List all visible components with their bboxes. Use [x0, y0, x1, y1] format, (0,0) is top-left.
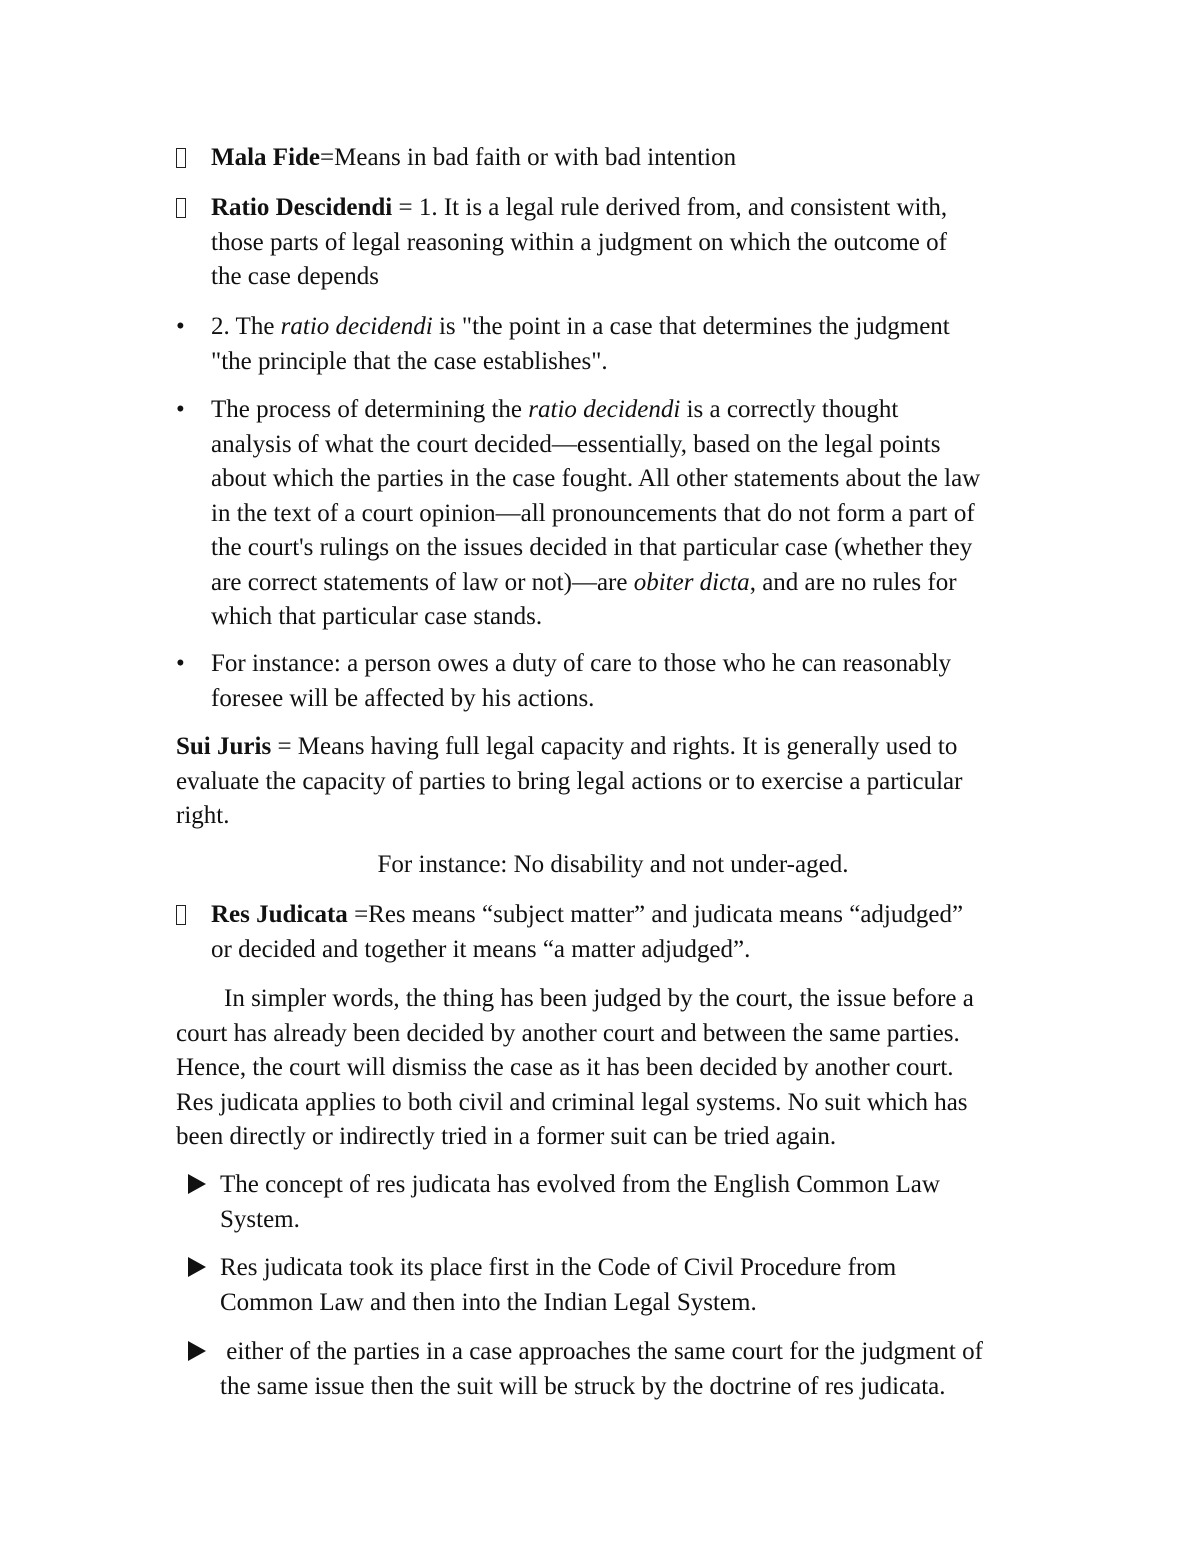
- text-line: either of the parties in a case approaches the same court for the judgment of: [220, 1338, 983, 1365]
- text-line: evaluate the capacity of parties to bring legal actions or to exercise a particular: [176, 767, 963, 795]
- text-line: the court's rulings on the issues decided in that particular case (whether they: [211, 534, 973, 561]
- term-ratio: Ratio Descidendi: [211, 194, 393, 221]
- dot-bullet-icon: •: [176, 313, 185, 340]
- ratio-example: [211, 647, 951, 716]
- sui-juris-example: For instance: No disability and not under-aged.: [377, 851, 849, 878]
- text-line: been directly or indirectly tried in a former suit can be tried again.: [176, 1123, 837, 1150]
- text-line: in the text of a court opinion—all pronouncements that do not form a part of: [211, 499, 975, 527]
- arrow-bullet-icon: [188, 1251, 206, 1286]
- text-run: 2. The: [211, 313, 281, 340]
- text-line: the same issue then the suit will be struck by the doctrine of res judicata.: [220, 1372, 946, 1400]
- text-run: The process of determining the: [211, 396, 529, 423]
- text-line: or decided and together it means “a matter adjudged”.: [211, 935, 751, 963]
- text-run: are correct statements of law or not)—are: [211, 568, 634, 596]
- text-line: In simpler words, the thing has been judged by the court, the issue before a: [224, 985, 974, 1012]
- mala-fide-definition: =Means in bad faith or with bad intention: [320, 144, 737, 171]
- text-line: "the principle that the case establishes".: [211, 347, 608, 375]
- italic-term: ratio decidendi: [280, 313, 433, 340]
- mala-fide-entry: [211, 141, 736, 176]
- ratio-line: the case depends: [211, 263, 379, 290]
- text-line: Res judicata applies to both civil and criminal legal systems. No suit which has: [176, 1088, 968, 1116]
- text-line: Res judicata took its place first in the Code of Civil Procedure from: [220, 1254, 897, 1281]
- arrow-item: [220, 1251, 896, 1320]
- text-line: right.: [176, 802, 230, 829]
- term-res-judicata: Res Judicata: [211, 901, 348, 928]
- text-line: foresee will be affected by his actions.: [211, 684, 595, 712]
- arrow-item: [220, 1335, 983, 1404]
- term-mala-fide: Mala Fide: [211, 144, 321, 171]
- italic-term: obiter dicta: [633, 568, 750, 596]
- ratio-line: those parts of legal reasoning within a judgment on which the outcome of: [211, 228, 947, 256]
- ratio-point-2: [211, 310, 950, 379]
- text-line: Common Law and then into the Indian Legal System.: [220, 1288, 757, 1316]
- text-line: System.: [220, 1205, 300, 1233]
- dot-bullet-icon: •: [176, 396, 185, 423]
- square-bullet-icon: [176, 141, 186, 176]
- square-bullet-icon: [176, 898, 186, 933]
- arrow-bullet-icon: [188, 1168, 206, 1203]
- square-bullet-icon: [176, 191, 186, 226]
- ratio-entry: [211, 191, 947, 295]
- dot-bullet-icon: •: [176, 650, 185, 677]
- simpler-words-paragraph: [176, 982, 974, 1155]
- arrow-item: [220, 1168, 940, 1237]
- italic-term: ratio decidendi: [528, 396, 681, 423]
- text-line: which that particular case stands.: [211, 603, 543, 630]
- text-line: For instance: a person owes a duty of care to those who he can reasonably: [211, 650, 952, 677]
- text-run: = Means having full legal capacity and rights. It is generally used to: [271, 733, 958, 760]
- text-run: is a correctly thought: [680, 396, 899, 423]
- ratio-process-paragraph: [211, 393, 980, 635]
- term-sui-juris: Sui Juris: [176, 733, 272, 760]
- text-line: court has already been decided by another court and between the same parties.: [176, 1019, 960, 1047]
- text-run: , and are no rules for: [749, 568, 957, 596]
- res-judicata-entry: [211, 898, 963, 967]
- arrow-bullet-icon: [188, 1335, 206, 1370]
- text-line: analysis of what the court decided—essentially, based on the legal points: [211, 430, 941, 458]
- text-line: about which the parties in the case fought. All other statements about the law: [211, 465, 981, 492]
- text-line: The concept of res judicata has evolved from the English Common Law: [220, 1171, 940, 1198]
- text-run: =Res means “subject matter” and judicata means “adjudged”: [347, 901, 964, 928]
- sui-juris-entry: [176, 730, 962, 834]
- text-line: Hence, the court will dismiss the case as it has been decided by another court.: [176, 1054, 954, 1081]
- ratio-line: = 1. It is a legal rule derived from, and consistent with,: [392, 194, 948, 221]
- text-run: is "the point in a case that determines the judgment: [432, 313, 950, 340]
